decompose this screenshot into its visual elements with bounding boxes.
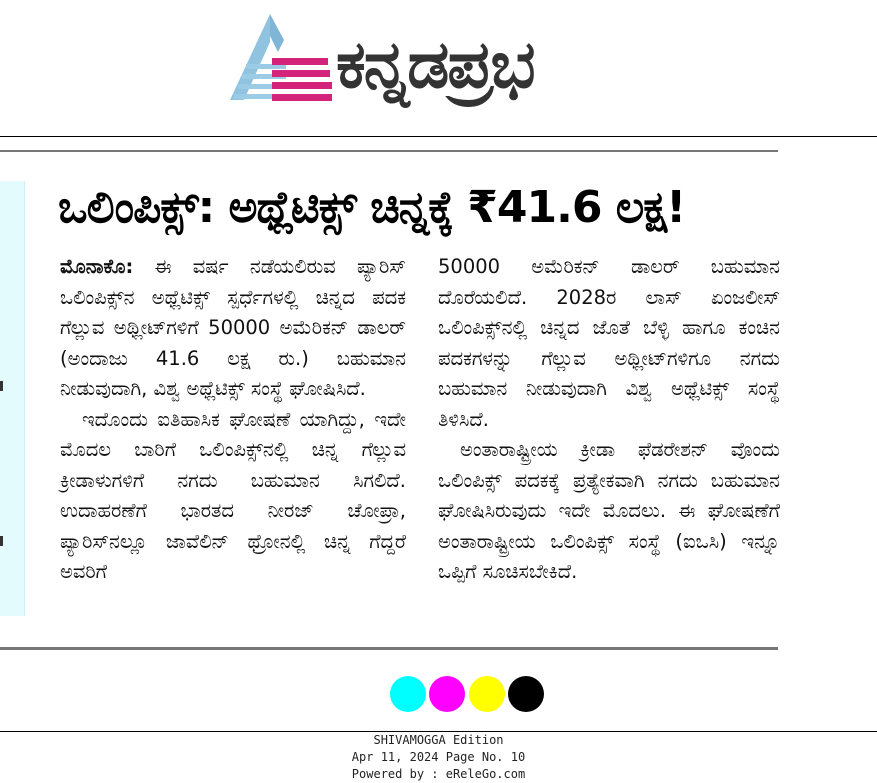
magenta-registration-dot: [429, 676, 465, 712]
article-paragraph: ಅಂತಾರಾಷ್ಟ್ರೀಯ ಕ್ರೀಡಾ ಫೆಡರೇಶನ್ ವೊಂದು ಒಲಿಂಪಿಕ್ಸ್ ಪದಕಕ್ಕೆ ಪ್ರತ್ಯೇಕವಾಗಿ ನಗದು ಬಹುಮಾನ ಘೋಷಿಸಿರುವುದು ಇದೇ ಮೊದಲು. ಈ ಘೋಷಣೆಗೆ ಅಂತಾರಾಷ್ಟ್ರೀಯ ಒಲಿಂಪಿಕ್ಸ್ ಸಂಸ್ಥೆ (ಐಒಸಿ) ಇನ್ನೂ ಒಪ್ಪಿಗೆ ಸೂಚಿಸಬೇಕಿದೆ.: [438, 438, 780, 583]
article-column-right: [438, 252, 780, 588]
article-column-left: [60, 252, 406, 588]
powered-by-link[interactable]: Powered by : eReleGo.com: [351, 767, 526, 781]
footer: [0, 732, 877, 783]
masthead-title: ಕನ್ನಡಪ್ರಭ: [336, 26, 534, 103]
yellow-registration-dot: [469, 676, 505, 712]
cyan-registration-dot: [390, 676, 426, 712]
date-page-label: Apr 11, 2024 Page No. 10: [351, 750, 526, 764]
paragraph-text: ಈ ವರ್ಷ ನಡೆಯಲಿರುವ ಪ್ಯಾರಿಸ್ ಒಲಿಂಪಿಕ್ಸ್‌ನ ಅಥ್ಲೆಟಿಕ್ಸ್ ಸ್ಪರ್ಧೆಗಳಲ್ಲಿ ಚಿನ್ನದ ಪದಕ ಗೆಲ್ಲುವ ಅಥ್ಲೀಟ್‌ಗಳಿಗೆ 50000 ಅಮೆರಿಕನ್ ಡಾಲರ್ (ಅಂದಾಜು 41.6 ಲಕ್ಷ ರು.) ಬಹುಮಾನ ನೀಡುವುದಾಗಿ, ವಿಶ್ವ ಅಥ್ಲೆಟಿಕ್ಸ್ ಸಂಸ್ಥೆ ಘೋಷಿಸಿದೆ.: [60, 255, 406, 400]
edition-label: SHIVAMOGGA Edition: [373, 733, 504, 747]
black-registration-dot: [508, 676, 544, 712]
clip-top-divider: [0, 150, 778, 152]
article-paragraph: 50000 ಅಮೆರಿಕನ್ ಡಾಲರ್ ಬಹುಮಾನ ದೊರೆಯಲಿದೆ. 2028ರ ಲಾಸ್ ಏಂಜಲೀಸ್ ಒಲಿಂಪಿಕ್ಸ್‌ನಲ್ಲಿ ಚಿನ್ನದ ಜೊತೆ ಬೆಳ್ಳಿ ಹಾಗೂ ಕಂಚಿನ ಪದಕಗಳನ್ನು ಗೆಲ್ಲುವ ಅಥ್ಲೀಟ್‌ಗಳಿಗೂ ನಗದು ಬಹುಮಾನ ನೀಡುವುದಾಗಿ ವಿಶ್ವ ಅಥ್ಲೆಟಿಕ್ಸ್ ಸಂಸ್ಥೆ ತಿಳಿಸಿದೆ.: [438, 255, 780, 431]
dateline: ಮೊನಾಕೊ:: [60, 255, 134, 278]
article-paragraph: [60, 252, 406, 405]
article-paragraph: ಇದೊಂದು ಐತಿಹಾಸಿಕ ಘೋಷಣೆ ಯಾಗಿದ್ದು, ಇದೇ ಮೊದಲ ಬಾರಿಗೆ ಒಲಿಂಪಿಕ್ಸ್‌ನಲ್ಲಿ ಚಿನ್ನ ಗೆಲ್ಲುವ ಕ್ರೀಡಾಳುಗಳಿಗೆ ನಗದು ಬಹುಮಾನ ಸಿಗಲಿದೆ. ಉದಾಹರಣೆಗೆ ಭಾರತದ ನೀರಜ್ ಚೋಪ್ರಾ, ಪ್ಯಾರಿಸ್‌ನಲ್ಲೂ ಜಾವೆಲಿನ್ ಥ್ರೋನಲ್ಲಿ ಚಿನ್ನ ಗೆದ್ದರೆ ಅವರಿಗೆ: [60, 407, 406, 583]
kannadaprabha-logo-icon: [228, 12, 332, 102]
adjacent-article-strip: [0, 181, 25, 616]
article-headline: ಒಲಿಂಪಿಕ್ಸ್‌: ಅಥ್ಲೆಟಿಕ್ಸ್‌ ಚಿನ್ನಕ್ಕೆ ₹41.6 ಲಕ್ಷ!: [58, 182, 686, 233]
clip-bottom-divider: [0, 647, 778, 650]
masthead: [0, 0, 877, 136]
masthead-divider: [0, 136, 877, 137]
